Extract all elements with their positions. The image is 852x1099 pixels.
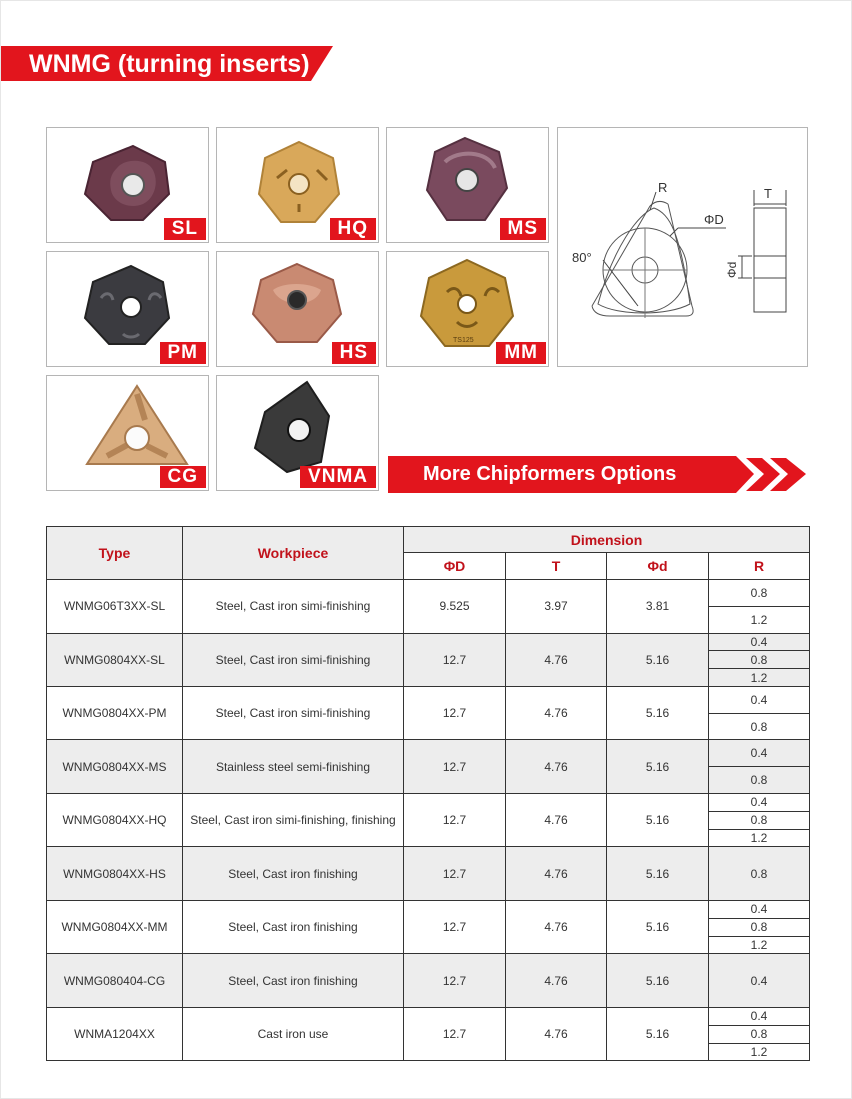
insert-label-hq: HQ	[330, 218, 377, 240]
cell-R: 0.4	[709, 793, 810, 811]
cell-workpiece: Steel, Cast iron simi-finishing, finishing	[183, 793, 404, 846]
cell-T: 4.76	[506, 633, 607, 686]
cell-phid: 5.16	[607, 847, 709, 901]
diagram-t-label: T	[764, 186, 772, 201]
cell-workpiece: Steel, Cast iron simi-finishing	[183, 580, 404, 634]
insert-tile-pm[interactable]	[46, 251, 209, 367]
cell-T: 4.76	[506, 740, 607, 794]
cell-type: WNMG0804XX-MM	[47, 900, 183, 953]
insert-label-sl: SL	[164, 218, 206, 240]
cell-phid: 5.16	[607, 793, 709, 846]
cell-phid: 3.81	[607, 580, 709, 634]
cell-phiD: 12.7	[404, 954, 506, 1008]
header-phiD: ΦD	[404, 553, 506, 580]
header-R: R	[709, 553, 810, 580]
header-T: T	[506, 553, 607, 580]
insert-tile-hs[interactable]	[216, 251, 379, 367]
table-row	[47, 686, 810, 713]
diagram-phiD-label: ΦD	[704, 212, 724, 227]
cell-type: WNMG06T3XX-SL	[47, 580, 183, 634]
cell-workpiece: Steel, Cast iron finishing	[183, 900, 404, 953]
cell-phiD: 12.7	[404, 847, 506, 901]
insert-label-ms: MS	[500, 218, 547, 240]
cell-phid: 5.16	[607, 740, 709, 794]
dimension-drawing	[558, 128, 809, 368]
table-row	[47, 793, 810, 811]
cell-R: 0.4	[709, 686, 810, 713]
cell-T: 3.97	[506, 580, 607, 634]
title-banner	[1, 46, 333, 81]
cell-R: 0.8	[709, 580, 810, 607]
cell-R: 0.4	[709, 1007, 810, 1025]
cell-R: 0.8	[709, 847, 810, 901]
cell-R: 0.8	[709, 713, 810, 740]
table-row	[47, 900, 810, 918]
table-row	[47, 847, 810, 901]
cell-R: 0.8	[709, 1025, 810, 1043]
cell-phiD: 9.525	[404, 580, 506, 634]
more-button-label: More Chipformers Options	[423, 463, 677, 485]
insert-tile-vnma[interactable]	[216, 375, 379, 491]
table-row	[47, 954, 810, 1008]
cell-R: 0.4	[709, 740, 810, 767]
table-row	[47, 633, 810, 651]
cell-workpiece: Stainless steel semi-finishing	[183, 740, 404, 794]
header-type: Type	[47, 527, 183, 580]
cell-R: 1.2	[709, 669, 810, 687]
cell-phid: 5.16	[607, 1007, 709, 1060]
cell-R: 0.8	[709, 767, 810, 794]
cell-workpiece: Steel, Cast iron finishing	[183, 954, 404, 1008]
cell-R: 1.2	[709, 829, 810, 847]
spec-table-body	[47, 580, 810, 1061]
cell-R: 0.4	[709, 900, 810, 918]
cell-type: WNMA1204XX	[47, 1007, 183, 1060]
cell-workpiece: Steel, Cast iron simi-finishing	[183, 633, 404, 686]
cell-type: WNMG0804XX-HQ	[47, 793, 183, 846]
cell-phid: 5.16	[607, 954, 709, 1008]
insert-label-vnma: VNMA	[300, 466, 376, 488]
cell-R: 0.4	[709, 633, 810, 651]
mm-engraving: TS125	[453, 337, 474, 344]
insert-label-pm: PM	[160, 342, 207, 364]
cell-phid: 5.16	[607, 900, 709, 953]
cell-T: 4.76	[506, 793, 607, 846]
cell-phiD: 12.7	[404, 633, 506, 686]
header-phid: Φd	[607, 553, 709, 580]
diagram-r-label: R	[658, 180, 668, 195]
diagram-phid-label: Φd	[725, 261, 739, 278]
cell-type: WNMG080404-CG	[47, 954, 183, 1008]
table-row	[47, 1007, 810, 1025]
spec-table	[46, 526, 810, 1061]
insert-label-mm: MM	[496, 342, 546, 364]
cell-T: 4.76	[506, 847, 607, 901]
cell-R: 1.2	[709, 1043, 810, 1061]
cell-T: 4.76	[506, 686, 607, 740]
cell-phiD: 12.7	[404, 686, 506, 740]
table-row	[47, 580, 810, 607]
cell-workpiece: Cast iron use	[183, 1007, 404, 1060]
table-row	[47, 740, 810, 767]
cell-R: 0.8	[709, 651, 810, 669]
cell-type: WNMG0804XX-SL	[47, 633, 183, 686]
cell-type: WNMG0804XX-HS	[47, 847, 183, 901]
cell-type: WNMG0804XX-PM	[47, 686, 183, 740]
insert-tile-mm[interactable]	[386, 251, 549, 367]
insert-label-hs: HS	[332, 342, 376, 364]
cell-R: 1.2	[709, 606, 810, 633]
insert-dimension-diagram	[557, 127, 808, 367]
insert-tile-ms[interactable]	[386, 127, 549, 243]
insert-tile-hq[interactable]	[216, 127, 379, 243]
cell-phiD: 12.7	[404, 793, 506, 846]
cell-phid: 5.16	[607, 633, 709, 686]
cell-T: 4.76	[506, 1007, 607, 1060]
cell-phid: 5.16	[607, 686, 709, 740]
cell-T: 4.76	[506, 900, 607, 953]
cell-phiD: 12.7	[404, 900, 506, 953]
header-workpiece: Workpiece	[183, 527, 404, 580]
insert-tile-sl[interactable]	[46, 127, 209, 243]
header-dimension: Dimension	[404, 527, 810, 553]
insert-label-cg: CG	[160, 466, 207, 488]
page-title: WNMG (turning inserts)	[29, 50, 310, 78]
cell-R: 0.8	[709, 918, 810, 936]
cell-R: 0.8	[709, 811, 810, 829]
cell-workpiece: Steel, Cast iron simi-finishing	[183, 686, 404, 740]
cell-workpiece: Steel, Cast iron finishing	[183, 847, 404, 901]
insert-tile-cg[interactable]	[46, 375, 209, 491]
cell-type: WNMG0804XX-MS	[47, 740, 183, 794]
more-chipformers-button[interactable]	[388, 456, 810, 493]
diagram-angle-label: 80°	[572, 250, 592, 265]
cell-R: 0.4	[709, 954, 810, 1008]
cell-phiD: 12.7	[404, 1007, 506, 1060]
cell-T: 4.76	[506, 954, 607, 1008]
cell-phiD: 12.7	[404, 740, 506, 794]
cell-R: 1.2	[709, 936, 810, 954]
